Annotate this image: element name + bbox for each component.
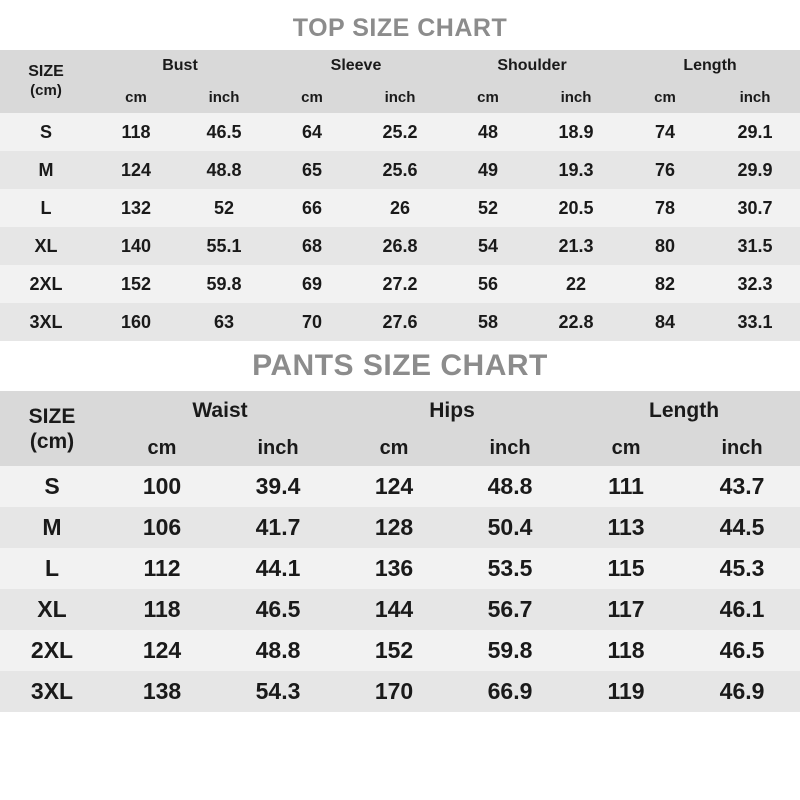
top-cell: 70 bbox=[268, 303, 356, 341]
pants-cell: 136 bbox=[336, 548, 452, 589]
top-cell: 152 bbox=[92, 265, 180, 303]
top-group-shoulder: Shoulder bbox=[444, 50, 620, 82]
top-cell: 63 bbox=[180, 303, 268, 341]
top-row-size: 3XL bbox=[0, 303, 92, 341]
pants-table-unit-header-row bbox=[0, 430, 800, 466]
top-size-chart-title: TOP SIZE CHART bbox=[292, 14, 508, 42]
pants-group-length: Length bbox=[568, 391, 800, 430]
pants-unit-waist-cm: cm bbox=[104, 430, 220, 466]
top-unit-length-inch: inch bbox=[710, 82, 800, 113]
top-cell: 48 bbox=[444, 113, 532, 151]
top-group-sleeve: Sleeve bbox=[268, 50, 444, 82]
pants-row-size: 3XL bbox=[0, 671, 104, 712]
top-cell: 55.1 bbox=[180, 227, 268, 265]
top-unit-shoulder-inch: inch bbox=[532, 82, 620, 113]
pants-cell: 138 bbox=[104, 671, 220, 712]
top-cell: 27.2 bbox=[356, 265, 444, 303]
pants-cell: 111 bbox=[568, 466, 684, 507]
top-unit-sleeve-inch: inch bbox=[356, 82, 444, 113]
pants-cell: 118 bbox=[104, 589, 220, 630]
top-row-size: 2XL bbox=[0, 265, 92, 303]
top-cell: 74 bbox=[620, 113, 710, 151]
top-size-header: SIZE bbox=[0, 50, 92, 82]
pants-cell: 46.9 bbox=[684, 671, 800, 712]
top-size-chart-table bbox=[0, 50, 800, 341]
pants-cell: 124 bbox=[104, 630, 220, 671]
top-row-size: XL bbox=[0, 227, 92, 265]
top-cell: 140 bbox=[92, 227, 180, 265]
pants-cell: 41.7 bbox=[220, 507, 336, 548]
pants-cell: 144 bbox=[336, 589, 452, 630]
pants-cell: 112 bbox=[104, 548, 220, 589]
top-cell: 64 bbox=[268, 113, 356, 151]
table-row bbox=[0, 548, 800, 589]
pants-group-waist: Waist bbox=[104, 391, 336, 430]
pants-cell: 54.3 bbox=[220, 671, 336, 712]
pants-cell: 113 bbox=[568, 507, 684, 548]
table-row bbox=[0, 265, 800, 303]
pants-unit-length-cm: cm bbox=[568, 430, 684, 466]
top-cell: 80 bbox=[620, 227, 710, 265]
table-row bbox=[0, 189, 800, 227]
top-group-length: Length bbox=[620, 50, 800, 82]
top-cell: 82 bbox=[620, 265, 710, 303]
pants-cell: 128 bbox=[336, 507, 452, 548]
top-cell: 160 bbox=[92, 303, 180, 341]
top-group-bust: Bust bbox=[92, 50, 268, 82]
top-cell: 22.8 bbox=[532, 303, 620, 341]
table-row bbox=[0, 589, 800, 630]
pants-cell: 124 bbox=[336, 466, 452, 507]
top-table-group-header-row bbox=[0, 50, 800, 82]
top-unit-bust-inch: inch bbox=[180, 82, 268, 113]
pants-cell: 46.1 bbox=[684, 589, 800, 630]
pants-cell: 53.5 bbox=[452, 548, 568, 589]
top-unit-sleeve-cm: cm bbox=[268, 82, 356, 113]
top-unit-length-cm: cm bbox=[620, 82, 710, 113]
table-row bbox=[0, 507, 800, 548]
pants-size-chart-section bbox=[0, 341, 800, 712]
top-cell: 59.8 bbox=[180, 265, 268, 303]
pants-cell: 45.3 bbox=[684, 548, 800, 589]
pants-cell: 66.9 bbox=[452, 671, 568, 712]
pants-cell: 106 bbox=[104, 507, 220, 548]
pants-unit-waist-inch: inch bbox=[220, 430, 336, 466]
pants-cell: 115 bbox=[568, 548, 684, 589]
pants-size-unit: (cm) bbox=[0, 430, 104, 466]
pants-cell: 44.5 bbox=[684, 507, 800, 548]
pants-cell: 39.4 bbox=[220, 466, 336, 507]
pants-size-chart-table bbox=[0, 391, 800, 712]
top-cell: 56 bbox=[444, 265, 532, 303]
pants-cell: 50.4 bbox=[452, 507, 568, 548]
top-size-unit: (cm) bbox=[0, 82, 92, 113]
top-cell: 68 bbox=[268, 227, 356, 265]
table-row bbox=[0, 466, 800, 507]
top-cell: 22 bbox=[532, 265, 620, 303]
top-row-size: S bbox=[0, 113, 92, 151]
top-cell: 29.9 bbox=[710, 151, 800, 189]
pants-cell: 48.8 bbox=[220, 630, 336, 671]
top-cell: 54 bbox=[444, 227, 532, 265]
top-cell: 76 bbox=[620, 151, 710, 189]
top-cell: 124 bbox=[92, 151, 180, 189]
top-cell: 25.2 bbox=[356, 113, 444, 151]
top-cell: 58 bbox=[444, 303, 532, 341]
pants-size-chart-title: PANTS SIZE CHART bbox=[252, 349, 548, 382]
top-cell: 118 bbox=[92, 113, 180, 151]
pants-cell: 119 bbox=[568, 671, 684, 712]
top-cell: 132 bbox=[92, 189, 180, 227]
pants-unit-length-inch: inch bbox=[684, 430, 800, 466]
top-cell: 29.1 bbox=[710, 113, 800, 151]
pants-unit-hips-cm: cm bbox=[336, 430, 452, 466]
top-cell: 32.3 bbox=[710, 265, 800, 303]
top-unit-shoulder-cm: cm bbox=[444, 82, 532, 113]
pants-cell: 100 bbox=[104, 466, 220, 507]
pants-table-group-header-row bbox=[0, 391, 800, 430]
top-cell: 66 bbox=[268, 189, 356, 227]
top-cell: 52 bbox=[444, 189, 532, 227]
top-cell: 26 bbox=[356, 189, 444, 227]
pants-cell: 43.7 bbox=[684, 466, 800, 507]
top-cell: 69 bbox=[268, 265, 356, 303]
top-cell: 26.8 bbox=[356, 227, 444, 265]
top-cell: 27.6 bbox=[356, 303, 444, 341]
pants-row-size: XL bbox=[0, 589, 104, 630]
pants-cell: 117 bbox=[568, 589, 684, 630]
top-cell: 84 bbox=[620, 303, 710, 341]
pants-row-size: 2XL bbox=[0, 630, 104, 671]
pants-row-size: S bbox=[0, 466, 104, 507]
top-row-size: M bbox=[0, 151, 92, 189]
top-cell: 18.9 bbox=[532, 113, 620, 151]
top-cell: 48.8 bbox=[180, 151, 268, 189]
top-cell: 49 bbox=[444, 151, 532, 189]
top-cell: 31.5 bbox=[710, 227, 800, 265]
pants-row-size: L bbox=[0, 548, 104, 589]
table-row bbox=[0, 151, 800, 189]
table-row bbox=[0, 630, 800, 671]
top-cell: 25.6 bbox=[356, 151, 444, 189]
table-row bbox=[0, 671, 800, 712]
pants-cell: 46.5 bbox=[684, 630, 800, 671]
pants-cell: 118 bbox=[568, 630, 684, 671]
pants-cell: 152 bbox=[336, 630, 452, 671]
table-row bbox=[0, 303, 800, 341]
top-unit-bust-cm: cm bbox=[92, 82, 180, 113]
top-cell: 20.5 bbox=[532, 189, 620, 227]
pants-cell: 48.8 bbox=[452, 466, 568, 507]
table-row bbox=[0, 227, 800, 265]
pants-size-header: SIZE bbox=[0, 391, 104, 430]
pants-unit-hips-inch: inch bbox=[452, 430, 568, 466]
pants-cell: 44.1 bbox=[220, 548, 336, 589]
pants-cell: 170 bbox=[336, 671, 452, 712]
top-size-chart-section bbox=[0, 0, 800, 341]
top-cell: 30.7 bbox=[710, 189, 800, 227]
top-cell: 21.3 bbox=[532, 227, 620, 265]
pants-row-size: M bbox=[0, 507, 104, 548]
top-table-unit-header-row bbox=[0, 82, 800, 113]
top-cell: 65 bbox=[268, 151, 356, 189]
pants-cell: 56.7 bbox=[452, 589, 568, 630]
pants-cell: 59.8 bbox=[452, 630, 568, 671]
top-cell: 78 bbox=[620, 189, 710, 227]
top-cell: 52 bbox=[180, 189, 268, 227]
top-cell: 19.3 bbox=[532, 151, 620, 189]
pants-cell: 46.5 bbox=[220, 589, 336, 630]
top-cell: 33.1 bbox=[710, 303, 800, 341]
top-cell: 46.5 bbox=[180, 113, 268, 151]
top-row-size: L bbox=[0, 189, 92, 227]
table-row bbox=[0, 113, 800, 151]
pants-group-hips: Hips bbox=[336, 391, 568, 430]
